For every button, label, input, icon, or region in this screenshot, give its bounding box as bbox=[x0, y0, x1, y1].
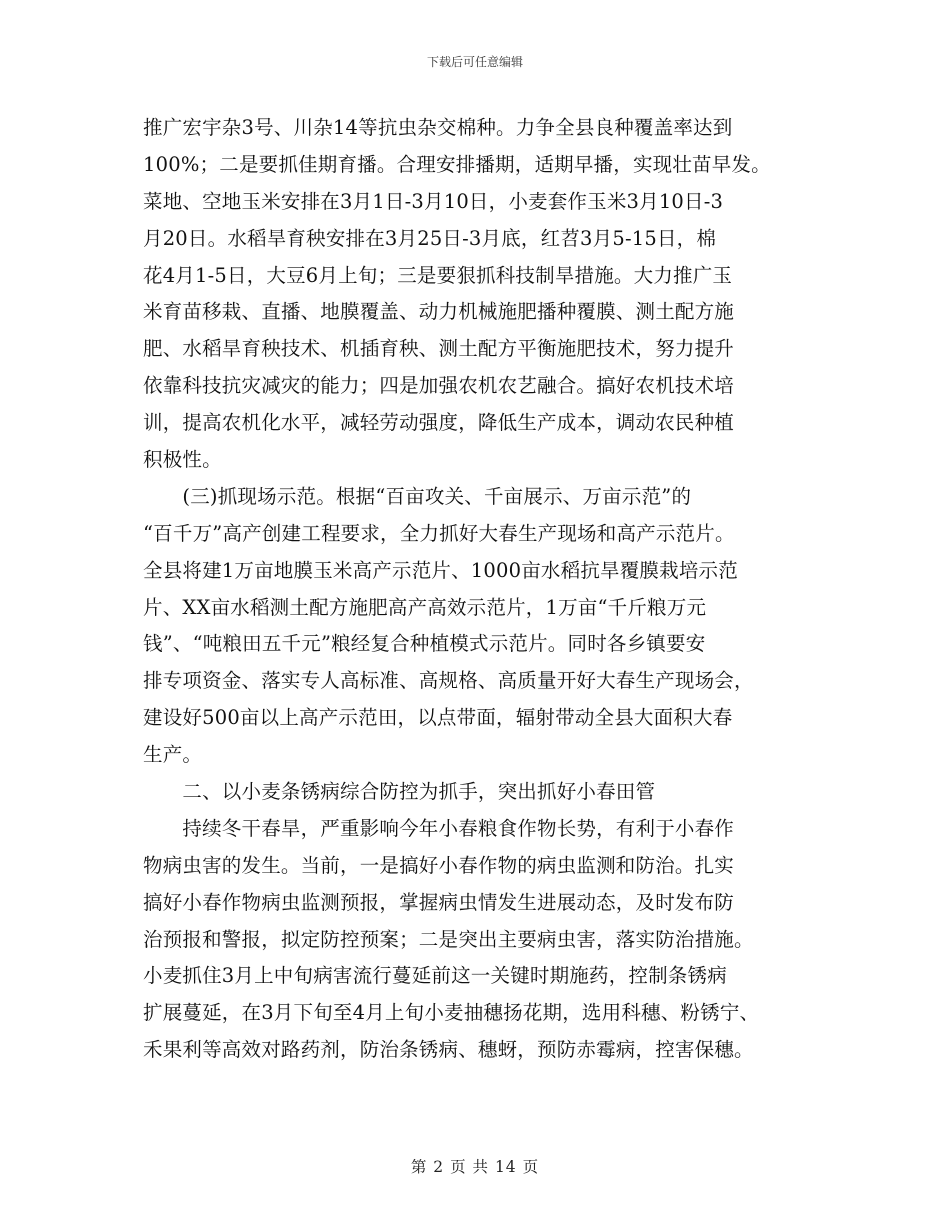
text-line: 小麦抓住3月上中旬病害流行蔓延前这一关键时期施药，控制条锈病 bbox=[143, 964, 727, 988]
text-line: 建设好500亩以上高产示范田，以点带面，辐射带动全县大面积大春 bbox=[143, 706, 733, 730]
text-line: 100%；二是要抓佳期育播。合理安排播期，适期早播，实现壮苗早发。 bbox=[143, 152, 771, 176]
text-line: 治预报和警报，拟定防控预案；二是突出主要病虫害，落实防治措施。 bbox=[143, 927, 754, 951]
text-line: 月20日。水稻旱育秧安排在3月25日-3月底，红苕3月5-15日，棉 bbox=[143, 226, 717, 250]
text-line: 物病虫害的发生。当前，一是搞好小春作物的病虫监测和防治。扎实 bbox=[143, 853, 735, 877]
page-number: 第 2 页 共 14 页 bbox=[410, 1158, 540, 1176]
text-line: 禾果利等高效对路药剂，防治条锈病、穗蚜，预防赤霉病，控害保穗。 bbox=[143, 1038, 754, 1062]
text-line: 钱”、“吨粮田五千元”粮经复合种植模式示范片。同时各乡镇要安 bbox=[143, 632, 706, 656]
section-heading-line: (三)抓现场示范。根据“百亩攻关、千亩展示、万亩示范”的 bbox=[143, 484, 692, 508]
text-line: 肥、水稻旱育秧技术、机插育秧、测土配方平衡施肥技术，努力提升 bbox=[143, 337, 735, 361]
text-line: 依靠科技抗灾减灾的能力；四是加强农机农艺融合。搞好农机技术培 bbox=[143, 374, 735, 398]
text-line: 排专项资金、落实专人高标准、高规格、高质量开好大春生产现场会， bbox=[143, 669, 754, 693]
body-text bbox=[143, 110, 808, 1069]
text-line: 训，提高农机化水平，减轻劳动强度，降低生产成本，调动农民种植 bbox=[143, 411, 735, 435]
text-line: 搞好小春作物病虫监测预报，掌握病虫情发生进展动态，及时发布防 bbox=[143, 890, 735, 914]
text-line: 推广宏宇杂3号、川杂14等抗虫杂交棉种。力争全县良种覆盖率达到 bbox=[143, 116, 733, 139]
text-line: 持续冬干春旱，严重影响今年小春粮食作物长势，有利于小春作 bbox=[143, 816, 735, 840]
text-line: 花4月1-5日，大豆6月上旬；三是要狠抓科技制旱措施。大力推广玉 bbox=[143, 263, 733, 287]
text-line: 扩展蔓延，在3月下旬至4月上旬小麦抽穗扬花期，选用科穗、粉锈宁、 bbox=[143, 1001, 760, 1025]
page-header: 下载后可任意编辑 bbox=[426, 55, 523, 69]
section-heading: 二、以小麦条锈病综合防控为抓手，突出抓好小春田管 bbox=[143, 780, 656, 804]
text-line: 生产。 bbox=[143, 743, 203, 767]
text-line: 片、XX亩水稻测土配方施肥高产高效示范片，1万亩“千斤粮万元 bbox=[143, 595, 707, 619]
text-line: 积极性。 bbox=[143, 448, 222, 472]
text-line: 米育苗移栽、直播、地膜覆盖、动力机械施肥播种覆膜、测土配方施 bbox=[143, 300, 735, 324]
text-line: “百千万”高产创建工程要求，全力抓好大春生产现场和高产示范片。 bbox=[143, 521, 735, 545]
text-line: 菜地、空地玉米安排在3月1日-3月10日，小麦套作玉米3月10日-3 bbox=[143, 189, 724, 213]
text-line: 全县将建1万亩地膜玉米高产示范片、1000亩水稻抗旱覆膜栽培示范 bbox=[143, 558, 738, 582]
